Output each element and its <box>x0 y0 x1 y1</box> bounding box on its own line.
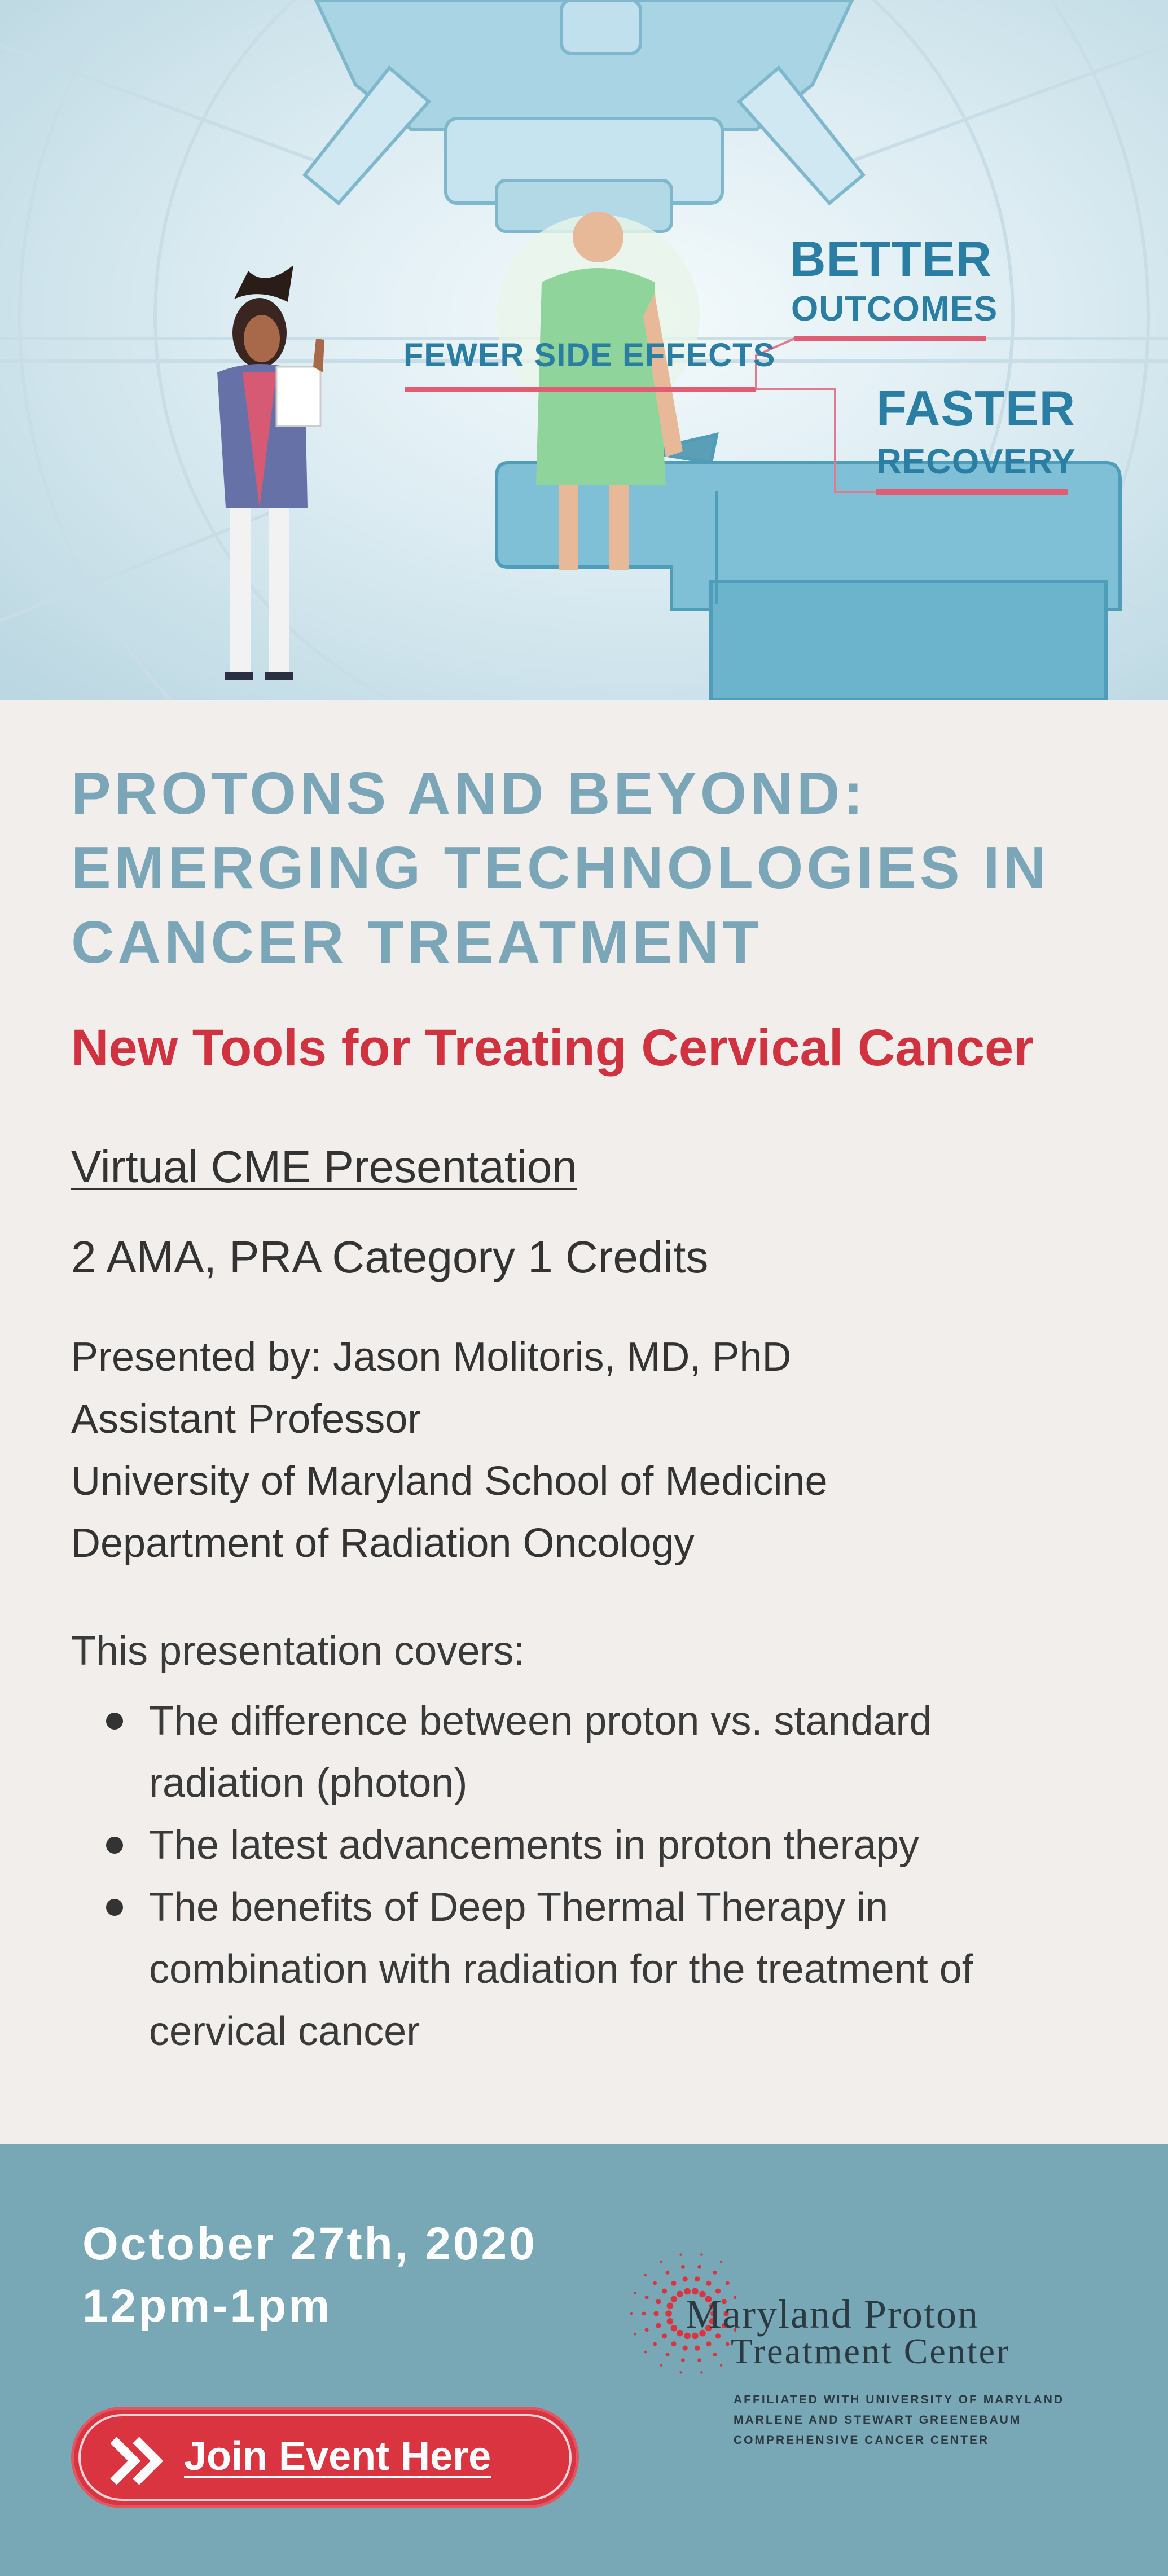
logo-dot <box>665 2310 672 2317</box>
logo-dot <box>681 2358 685 2362</box>
logo-dot <box>671 2341 676 2346</box>
logo-dot <box>644 2351 647 2353</box>
logo-dot <box>720 2364 722 2367</box>
logo-dot <box>681 2265 685 2269</box>
covers-intro: This presentation covers: <box>71 1629 525 1674</box>
logo-dot <box>683 2276 688 2281</box>
logo-dot <box>667 2303 674 2310</box>
logo-dot <box>634 2292 636 2294</box>
list-item-text: The difference between proton vs. standard radiation (photon) <box>149 1699 932 1806</box>
hero-label-faster: FASTER <box>876 380 1076 436</box>
logo-dot <box>700 2253 702 2255</box>
logo-dot <box>695 2346 700 2351</box>
hero-label-fewer-side-effects: FEWER SIDE EFFECTS <box>403 337 776 374</box>
logo-dot <box>671 2281 676 2286</box>
presenter-name: Presented by: Jason Molitoris, MD, PhD <box>71 1335 792 1380</box>
logo-dot <box>677 2330 683 2337</box>
list-item <box>71 1814 1075 1876</box>
logo-dot <box>695 2276 700 2281</box>
join-event-button[interactable] <box>71 2407 579 2508</box>
logo-dot <box>653 2311 658 2316</box>
logo-dot <box>713 2271 717 2275</box>
logo-dot <box>697 2265 701 2269</box>
bullet-dot-icon <box>106 1899 123 1916</box>
logo-dot <box>679 2371 682 2373</box>
logo-dot <box>713 2353 717 2356</box>
presentation-format: Virtual CME Presentation <box>71 1142 577 1192</box>
logo-dot <box>666 2271 670 2275</box>
logo-dot <box>662 2289 667 2294</box>
affiliation-line: COMPREHENSIVE CANCER CENTER <box>734 2434 990 2447</box>
event-subtitle: New Tools for Treating Cervical Cancer <box>71 1019 1034 1077</box>
logo-dot <box>679 2253 682 2255</box>
logo-dot <box>700 2371 702 2373</box>
presenter-title: Assistant Professor <box>71 1397 421 1442</box>
logo-dot <box>653 2342 657 2346</box>
logo-dot <box>683 2346 688 2351</box>
list-item-text: The latest advancements in proton therapy <box>149 1823 919 1868</box>
join-event-link[interactable]: Join Event Here <box>184 2434 491 2479</box>
hero-illustration <box>0 0 1168 700</box>
logo-dot <box>671 2325 678 2332</box>
logo-dot <box>660 2364 662 2367</box>
logo-name-line1: Maryland Proton <box>686 2292 979 2337</box>
covers-list <box>71 1690 1075 2062</box>
logo-dot <box>660 2261 662 2263</box>
presenter-institution: University of Maryland School of Medicine <box>71 1459 828 1504</box>
logo-name-line2: Treatment Center <box>731 2331 1011 2371</box>
hero-label-outcomes: OUTCOMES <box>791 289 998 328</box>
event-time: 12pm-1pm <box>82 2280 332 2332</box>
bullet-dot-icon <box>106 1837 123 1854</box>
event-title: PROTONS AND BEYOND: EMERGING TECHNOLOGIES IN CANCER TREATMENT <box>71 760 1050 976</box>
presenter-info <box>71 1326 828 1574</box>
logo-dot <box>653 2281 657 2285</box>
logo-dot <box>634 2333 636 2335</box>
hero-label-better: BETTER <box>790 231 992 287</box>
logo-dot <box>642 2312 646 2316</box>
double-chevron-right-icon <box>109 2435 171 2486</box>
credits-info: 2 AMA, PRA Category 1 Credits <box>71 1232 709 1282</box>
hero-label-recovery: RECOVERY <box>876 442 1076 481</box>
list-item <box>71 1876 1075 2062</box>
doctor-figure <box>217 265 324 680</box>
presenter-department: Department of Radiation Oncology <box>71 1521 695 1566</box>
maryland-proton-logo <box>623 2240 1109 2466</box>
event-footer <box>0 2144 1168 2576</box>
logo-dot <box>726 2342 730 2346</box>
logo-dot <box>666 2353 670 2356</box>
event-details <box>0 700 1168 2144</box>
logo-dot <box>630 2312 633 2315</box>
logo-dot <box>656 2323 661 2328</box>
affiliation-line: AFFILIATED WITH UNIVERSITY OF MARYLAND <box>734 2393 1065 2406</box>
logo-dot <box>677 2291 683 2298</box>
logo-dot <box>667 2318 674 2325</box>
logo-dot <box>656 2299 661 2304</box>
logo-dot <box>720 2261 722 2263</box>
logo-dot <box>644 2274 647 2276</box>
logo-dot <box>662 2333 667 2338</box>
list-item <box>71 1690 1075 1814</box>
logo-dot <box>645 2296 649 2299</box>
logo-dot <box>697 2358 701 2362</box>
affiliation-line: MARLENE AND STEWART GREENEBAUM <box>734 2413 1022 2426</box>
list-item-text: The benefits of Deep Thermal Therapy in combination with radiation for the treatment of cervical cancer <box>149 1885 973 2054</box>
logo-dot <box>645 2328 649 2332</box>
logo-dot <box>706 2281 711 2286</box>
logo-dot <box>726 2281 730 2285</box>
logo-dot <box>671 2296 678 2303</box>
event-date: October 27th, 2020 <box>82 2218 537 2270</box>
bullet-dot-icon <box>106 1713 123 1730</box>
logo-affiliation <box>734 2390 1064 2451</box>
logo-dot <box>706 2341 711 2346</box>
